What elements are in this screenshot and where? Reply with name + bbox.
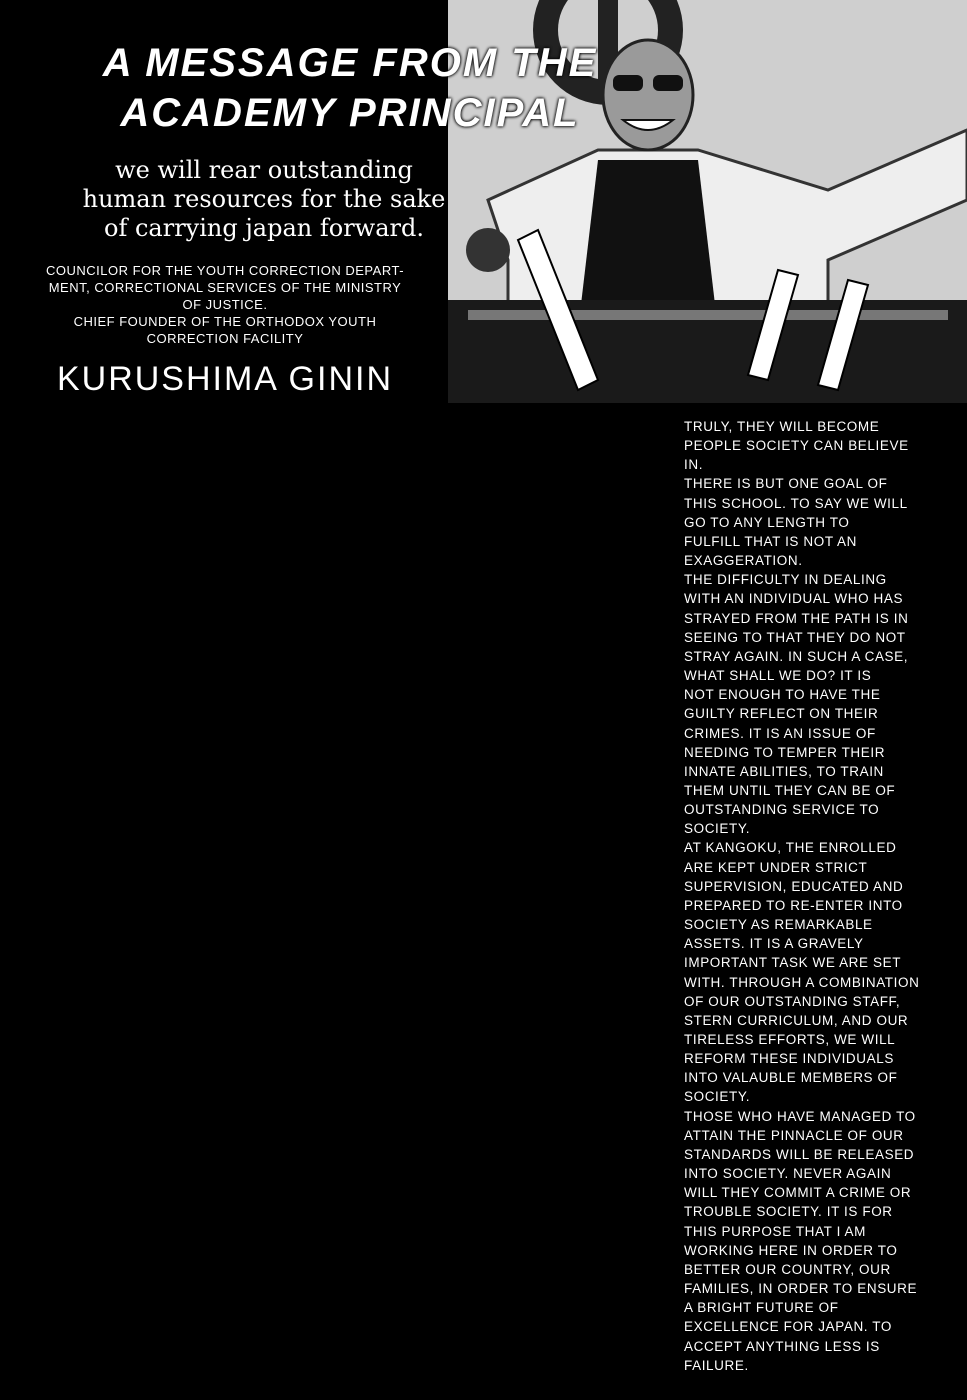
credit-line: CORRECTION FACILITY — [146, 331, 304, 346]
body-line: A BRIGHT FUTURE OF — [684, 1300, 839, 1316]
body-line: SOCIETY. — [684, 821, 751, 837]
body-line: TRULY, THEY WILL BECOME — [684, 419, 880, 434]
body-line: GO TO ANY LENGTH TO — [684, 514, 850, 530]
body-line: STERN CURRICULUM, AND OUR — [684, 1012, 909, 1028]
body-line: REFORM THESE INDIVIDUALS — [684, 1051, 894, 1067]
body-line: INTO SOCIETY. NEVER AGAIN — [684, 1166, 892, 1182]
body-line: EXAGGERATION. — [684, 553, 803, 569]
body-line: SEEING TO THAT THEY DO NOT — [684, 629, 906, 645]
title-line: ACADEMY PRINCIPAL — [120, 91, 580, 135]
body-line: FULFILL THAT IS NOT AN — [684, 533, 857, 549]
body-line: BETTER OUR COUNTRY, OUR — [684, 1261, 891, 1277]
body-line: CRIMES. IT IS AN ISSUE OF — [684, 725, 876, 741]
subtitle — [20, 156, 508, 243]
body-line: SOCIETY AS REMARKABLE — [684, 917, 873, 933]
body-line: WITH. THROUGH A COMBINATION — [684, 974, 920, 990]
body-line: OUTSTANDING SERVICE TO — [684, 802, 880, 818]
body-line: IN. — [684, 457, 704, 473]
author-name: KURUSHIMA GININ — [56, 360, 394, 398]
body-line: GUILTY REFLECT ON THEIR — [684, 706, 879, 722]
body-line: THEM UNTIL THEY CAN BE OF — [684, 782, 896, 798]
body-line: THIS PURPOSE THAT I AM — [684, 1223, 866, 1239]
body-line: NEEDING TO TEMPER THEIR — [684, 744, 886, 760]
title-line: A MESSAGE FROM THE — [102, 41, 598, 85]
body-line: ARE KEPT UNDER STRICT — [684, 859, 868, 875]
author-credits — [20, 262, 430, 347]
body-line: THERE IS BUT ONE GOAL OF — [684, 476, 888, 492]
body-line: WHAT SHALL WE DO? IT IS — [684, 668, 872, 684]
body-line: STRAYED FROM THE PATH IS IN — [684, 610, 909, 626]
credit-line: MENT, CORRECTIONAL SERVICES OF THE MINISTRY — [48, 280, 402, 295]
subtitle-line: we will rear outstanding — [115, 156, 413, 184]
body-line: INTO VALAUBLE MEMBERS OF — [684, 1070, 898, 1086]
credit-line: OF JUSTICE. — [182, 297, 268, 312]
body-line: THOSE WHO HAVE MANAGED TO — [684, 1108, 916, 1124]
body-line: WORKING HERE IN ORDER TO — [684, 1242, 898, 1258]
message-body — [684, 417, 967, 1375]
body-line: NOT ENOUGH TO HAVE THE — [684, 687, 881, 703]
body-line: TROUBLE SOCIETY. IT IS FOR — [684, 1204, 893, 1220]
body-line: SUPERVISION, EDUCATED AND — [684, 878, 904, 894]
body-line: STRAY AGAIN. IN SUCH A CASE, — [684, 648, 909, 664]
body-line: STANDARDS WILL BE RELEASED — [684, 1146, 915, 1162]
subtitle-line: of carrying japan forward. — [104, 214, 424, 242]
body-line: ACCEPT ANYTHING LESS IS — [684, 1338, 880, 1354]
body-line: OF OUR OUTSTANDING STAFF, — [684, 993, 901, 1009]
body-line: ATTAIN THE PINNACLE OF OUR — [684, 1127, 904, 1143]
credit-line: COUNCILOR FOR THE YOUTH CORRECTION DEPART- — [45, 263, 405, 278]
body-line: FAMILIES, IN ORDER TO ENSURE — [684, 1281, 918, 1297]
body-line: AT KANGOKU, THE ENROLLED — [684, 840, 897, 856]
body-line: WILL THEY COMMIT A CRIME OR — [684, 1185, 912, 1201]
body-line: PEOPLE SOCIETY CAN BELIEVE — [684, 438, 909, 454]
body-line: WITH AN INDIVIDUAL WHO HAS — [684, 591, 904, 607]
body-line: IMPORTANT TASK WE ARE SET — [684, 955, 902, 971]
body-line: SOCIETY. — [684, 1089, 751, 1105]
body-line: ASSETS. IT IS A GRAVELY — [684, 936, 864, 952]
page-title — [40, 38, 660, 138]
body-line: EXCELLENCE FOR JAPAN. TO — [684, 1319, 892, 1335]
subtitle-line: human resources for the sake — [82, 185, 446, 213]
body-line: THE DIFFICULTY IN DEALING — [684, 572, 887, 588]
body-line: INNATE ABILITIES, TO TRAIN — [684, 763, 884, 779]
body-line: TIRELESS EFFORTS, WE WILL — [684, 1032, 896, 1047]
body-line: PREPARED TO RE-ENTER INTO — [684, 897, 903, 913]
credit-line: CHIEF FOUNDER OF THE ORTHODOX YOUTH — [73, 314, 377, 329]
body-line: FAILURE. — [684, 1357, 749, 1373]
body-line: THIS SCHOOL. TO SAY WE WILL — [684, 495, 908, 511]
